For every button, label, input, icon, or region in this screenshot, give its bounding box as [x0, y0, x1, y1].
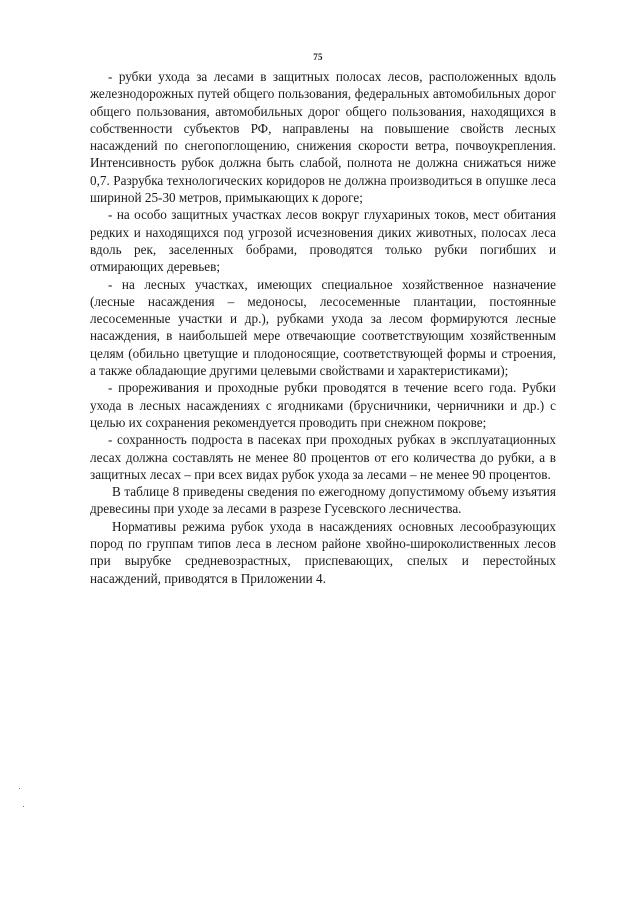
- paragraph-thinning-season: - прореживания и проходные рубки проводятся в течение всего года. Рубки ухода в лесных насаждениях с ягодниками (брусничники, черничники и др.) с целью их сохранения рекомендуется проводить при снежном покрове;: [90, 380, 556, 430]
- paragraph-special-protection-areas: - на особо защитных участках лесов вокруг глухариных токов, мест обитания редких и находящихся под угрозой исчезновения диких животных, полосах леса вдоль рек, заселенных бобрами, проводятся только рубки погибших и отмирающих деревьев;: [90, 207, 556, 275]
- paragraph-protective-strips: - рубки ухода за лесами в защитных полосах лесов, расположенных вдоль железнодорожных путей общего пользования, федеральных автомобильных дорог общего пользования, автомобильных дорог общего пользования, находящихся в собственности субъектов РФ, направлены на повышение свойств лесных насаждений по снегопоглощению, снижения скорости ветра, почвоукрепления. Интенсивность рубок должна быть слабой, полнота не должна снижаться ниже 0,7. Разрубка технологических коридоров не должна производиться в опушке леса шириной 25-30 метров, примыкающих к дороге;: [90, 69, 556, 206]
- paragraph-appendix-reference: Нормативы режима рубок ухода в насаждениях основных лесообразующих пород по группам типов леса в лесном районе хвойно-широколиственных лесов при вырубке средневозрастных, приспевающих, спелых и перестойных насаждений, приводятся в Приложении 4.: [90, 518, 556, 586]
- body-text: [90, 68, 556, 587]
- scan-speck: [23, 806, 24, 807]
- scan-speck: [19, 788, 20, 789]
- paragraph-special-purpose-plots: - на лесных участках, имеющих специальное хозяйственное назначение (лесные насаждения – медоносы, лесосеменные плантации, постоянные лесосеменные участки и др.), рубками ухода за лесом формируются лесные насаждения, в наибольшей мере отвечающие соответствующим хозяйственным целям (обильно цветущие и плодоносящие, соответствующей формы и строения, а также обладающие другими целевыми свойствами и характеристиками);: [90, 276, 556, 379]
- paragraph-table-reference: В таблице 8 приведены сведения по ежегодному допустимому объему изъятия древесины при уходе за лесами в разрезе Гусевского лесничества.: [90, 484, 556, 517]
- page-number: 75: [313, 52, 323, 62]
- paragraph-undergrowth-preservation: - сохранность подроста в пасеках при проходных рубках в эксплуатационных лесах должна составлять не менее 80 процентов от его количества до рубки, а в защитных лесах – при всех видах рубок ухода за лесами – не менее 90 процентов.: [90, 432, 556, 482]
